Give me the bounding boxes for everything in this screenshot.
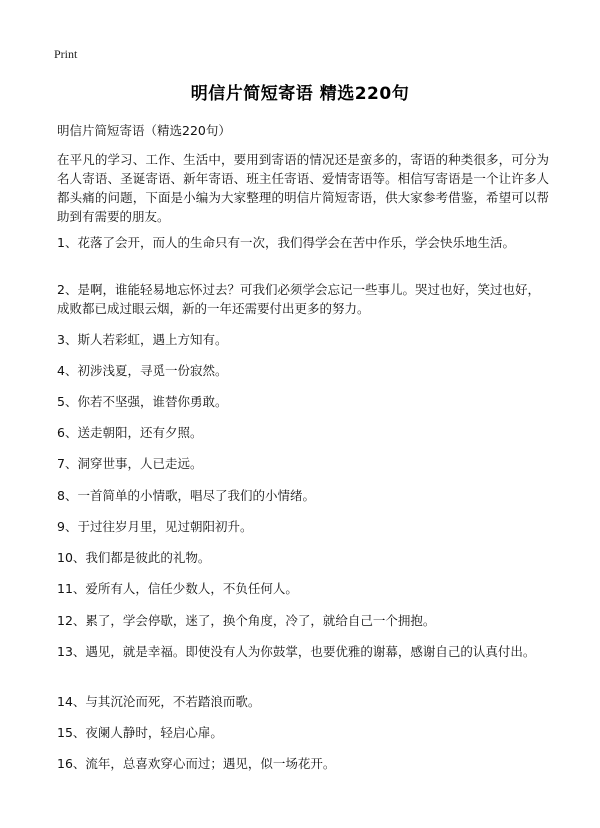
quote-item-1: 1、花落了会开，而人的生命只有一次，我们得学会在苦中作乐，学会快乐地生活。 bbox=[57, 235, 515, 250]
quote-item-12: 12、累了，学会停歇，迷了，换个角度，冷了，就给自己一个拥抱。 bbox=[57, 613, 436, 628]
quote-item-9: 9、于过往岁月里，见过朝阳初升。 bbox=[57, 519, 253, 534]
quote-item-13: 13、遇见，就是幸福。即使没有人为你鼓掌，也要优雅的谢幕，感谢自己的认真付出。 bbox=[57, 644, 536, 659]
document-subtitle: 明信片简短寄语（精选220句） bbox=[57, 123, 231, 138]
intro-paragraph: 在平凡的学习、工作、生活中，要用到寄语的情况还是蛮多的，寄语的种类很多，可分为名人寄语、圣诞寄语、新年寄语、班主任寄语、爱情寄语等。相信写寄语是一个让许多人都头痛的问题，下面是小编为大家整理的明信片简短寄语，供大家参考借鉴，希望可以帮助到有需要的朋友。 bbox=[57, 152, 549, 224]
quote-item-2: 2、是啊，谁能轻易地忘怀过去？可我们必须学会忘记一些事儿。哭过也好，笑过也好，成败都已成过眼云烟，新的一年还需要付出更多的努力。 bbox=[57, 282, 540, 316]
quote-item-10: 10、我们都是彼此的礼物。 bbox=[57, 550, 211, 565]
quote-item-16: 16、流年，总喜欢穿心而过；遇见，似一场花开。 bbox=[57, 756, 336, 771]
quote-item-7: 7、洞穿世事，人已走远。 bbox=[57, 456, 203, 471]
quote-item-4: 4、初涉浅夏，寻觅一份寂然。 bbox=[57, 363, 228, 378]
quote-item-5: 5、你若不坚强，谁替你勇敢。 bbox=[57, 394, 228, 409]
print-label: Print bbox=[54, 47, 78, 61]
quote-item-8: 8、一首简单的小情歌，唱尽了我们的小情绪。 bbox=[57, 488, 315, 503]
quote-item-6: 6、送走朝阳，还有夕照。 bbox=[57, 425, 203, 440]
document-title: 明信片简短寄语 精选220句 bbox=[190, 84, 410, 104]
quote-item-15: 15、夜阑人静时，轻启心扉。 bbox=[57, 725, 223, 740]
quote-item-3: 3、斯人若彩虹，遇上方知有。 bbox=[57, 332, 228, 347]
quote-item-11: 11、爱所有人，信任少数人，不负任何人。 bbox=[57, 581, 298, 596]
quote-item-14: 14、与其沉沦而死，不若踏浪而歌。 bbox=[57, 694, 261, 709]
